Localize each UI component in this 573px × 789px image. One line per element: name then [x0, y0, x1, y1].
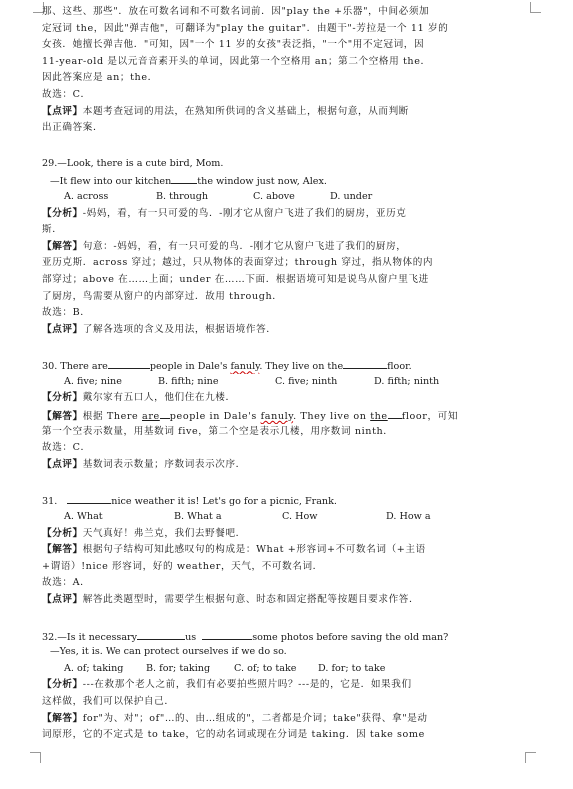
answer-tag: 【解答】 [42, 411, 83, 423]
question-30 [42, 357, 490, 473]
option-c: C. above [253, 190, 295, 202]
comment-line: 【点评】解答此类题型时，需要学生根据句意、时态和固定搭配等按题目要求作答． [42, 594, 420, 605]
analysis-line: 【分析】---在救那个老人之前，我们有必要拍些照片吗？---是的，它是．如果我们 [42, 679, 412, 691]
text-line: 部穿过；above 在……上面；under 在……下面．根据语境可知是说鸟从窗户里飞进 [42, 273, 429, 285]
answer-blank [171, 172, 197, 184]
option-row [42, 661, 490, 678]
text-line: 因此答案应是 an；the． [42, 72, 158, 84]
previous-question-explanation [42, 4, 490, 137]
answer-blank [108, 357, 150, 369]
comment-line: 【点评】本题考查冠词的用法，在熟知所供词的含义基础上，根据句意，从而判断 [42, 105, 409, 117]
option-b: B. fifth; nine [158, 375, 219, 387]
answer-tag: 【解答】 [42, 712, 83, 724]
option-d: D. fifth; ninth [374, 375, 440, 387]
answer-line: 【解答】for"为、对"；of"…的、由…组成的"，二者都是介词；take"获得、拿"是动 [42, 712, 428, 724]
option-d: D. under [330, 190, 373, 202]
analysis-tag: 【分析】 [42, 392, 83, 404]
question-stem: —It flew into our kitchen the window just now, Alex. [42, 172, 490, 189]
answer-line: 【解答】根据 There are people in Dale's fanuly. They live on the floor，可知 [42, 407, 490, 424]
text-line: +谓语）!nice 形容词，好的 weather，天气，不可数名词． [42, 560, 323, 572]
answer-tag: 【解答】 [42, 240, 83, 252]
analysis-line: 【分析】戴尔家有五口人，他们住在九楼． [42, 392, 236, 404]
text-line: 第一个空表示数量，用基数词 five，第二个空是表示几楼，用序数词 ninth． [42, 425, 394, 437]
comment-tag: 【点评】 [42, 458, 83, 470]
option-c: C. five; ninth [275, 375, 338, 387]
answer-tag: 【解答】 [42, 544, 83, 556]
comment-tag: 【点评】 [42, 323, 83, 335]
question-stem: 30. There are people in Dale's fanuly. They live on the floor. [42, 357, 490, 374]
answer-blank [137, 628, 185, 640]
text-line: 那、这些、那些"．放在可数名词和不可数名词前．因"play the +乐器"，中间必须加 [42, 6, 430, 17]
misspelled-word: fanuly [260, 411, 294, 423]
analysis-line: 【分析】天气真好！弗兰克，我们去野餐吧． [42, 527, 246, 539]
option-c: C. How [282, 511, 318, 523]
question-31 [42, 492, 490, 608]
question-stem: 31. nice weather it is! Let's go for a picnic, Frank. [42, 492, 490, 509]
option-c: C. of; to take [234, 662, 297, 674]
option-b: B. What a [174, 511, 222, 523]
text-line: 定冠词 the，因此"弹吉他"，可翻译为"play the guitar"．由题干"-芳拉是一个 11 岁的 [42, 22, 449, 34]
question-stem: 29.—Look, there is a cute bird, Mom. [42, 157, 224, 169]
question-32 [42, 628, 490, 744]
document-body [42, 4, 490, 744]
answer-choice: 故选：A． [42, 577, 91, 589]
question-stem: 32.—Is it necessary us some photos before saving the old man? [42, 628, 490, 645]
answer-line: 【解答】根据句子结构可知此感叹句的构成是：What +形容词+不可数名词（+主语 [42, 544, 426, 556]
text-line: 亚历克斯．across 穿过；越过，只从物体的表面穿过；through 穿过，指从物体的内 [42, 257, 434, 269]
crop-mark-bottom-right [525, 752, 536, 763]
answer-choice: 故选：C． [42, 442, 91, 454]
option-b: B. for; taking [146, 662, 211, 674]
text-line: 了厨房，鸟需要从窗户的内部穿过．故用 through． [42, 290, 283, 302]
comment-tag: 【点评】 [42, 594, 83, 605]
misspelled-word: fanuly [230, 361, 260, 373]
text-line: 斯． [42, 224, 63, 236]
option-a: A. of; taking [64, 662, 124, 674]
text-line: 女孩．她擅长弹吉他．"可知，因"一个 11 岁的女孩"表泛指，"一个"用不定冠词，因 [42, 39, 425, 51]
option-row [42, 374, 490, 391]
answer-line: 【解答】句意：-妈妈，看，有一只可爱的鸟．-刚才它从窗户飞进了我们的厨房， [42, 240, 407, 252]
option-d: D. for; to take [318, 662, 386, 674]
question-stem: —Yes, it is. We can protect ourselves if we do so. [50, 646, 287, 658]
text-line: 11-year-old 是以元音音素开头的单词，因此第一个空格用 an；第二个空格用 the． [42, 55, 431, 67]
analysis-line: 【分析】-妈妈，看，有一只可爱的鸟．-刚才它从窗户飞进了我们的厨房，亚历克 [42, 207, 407, 219]
option-b: B. through [156, 190, 209, 202]
crop-mark-bottom-left [30, 752, 41, 763]
analysis-tag: 【分析】 [42, 207, 83, 219]
question-29 [42, 156, 490, 339]
analysis-tag: 【分析】 [42, 679, 83, 691]
comment-line: 【点评】了解各选项的含义及用法，根据语境作答． [42, 323, 277, 335]
answer-blank [202, 628, 252, 640]
option-d: D. How a [386, 511, 431, 523]
answer-blank [67, 492, 111, 504]
comment-tag: 【点评】 [42, 105, 83, 117]
answer-choice: 故选：B． [42, 307, 91, 319]
option-a: A. What [64, 511, 103, 523]
answer-choice: 故选：C． [42, 88, 91, 100]
answer-blank [343, 357, 387, 369]
text-line: 词原形，它的不定式是 to take，它的动名词或现在分词是 taking．因 take some [42, 729, 425, 741]
text-line: 这样做，我们可以保护自己． [42, 695, 175, 707]
analysis-tag: 【分析】 [42, 527, 83, 539]
option-row [42, 509, 490, 526]
option-a: A. across [64, 190, 109, 202]
text-line: 出正确答案． [42, 122, 104, 134]
option-a: A. five; nine [64, 375, 122, 387]
comment-line: 【点评】基数词表示数量；序数词表示次序． [42, 458, 246, 470]
crop-mark-top-right [530, 2, 541, 13]
option-row [42, 189, 490, 206]
